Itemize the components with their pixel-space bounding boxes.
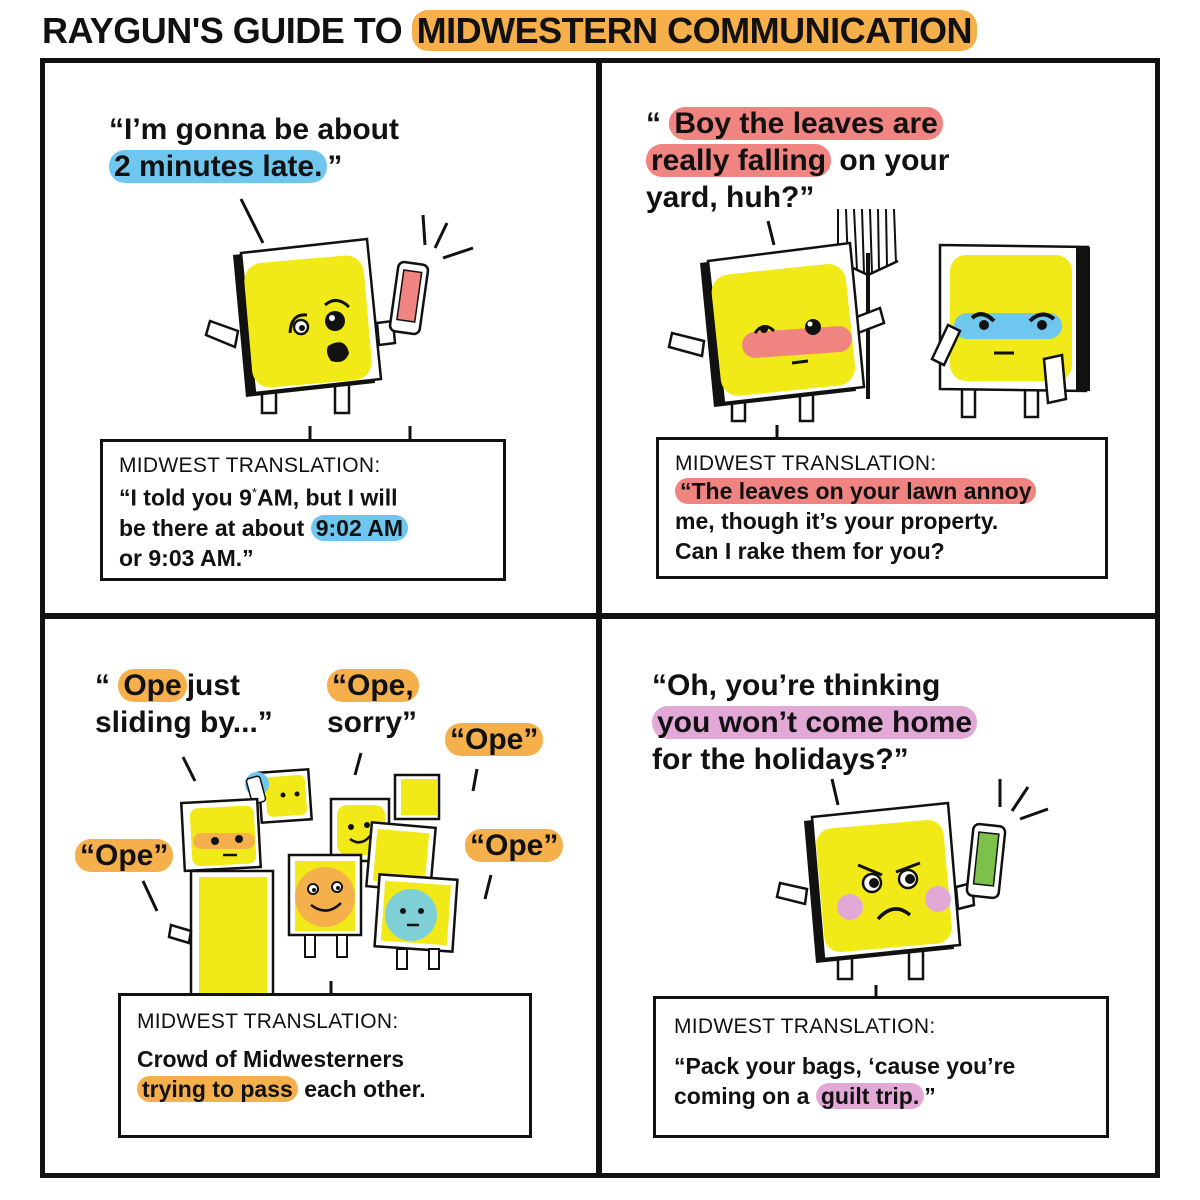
- title-highlight: MIDWESTERN COMMUNICATION: [412, 10, 977, 51]
- late-translation-l1-end: AM, but I will: [256, 484, 398, 511]
- late-speech: [109, 111, 399, 185]
- ope-bubble-b-line2: sorry”: [327, 706, 418, 739]
- holidays-translation-box: [653, 996, 1109, 1138]
- ope-bubble-a-line2: sliding by...”: [95, 706, 273, 739]
- ope-translation-l2-end: each other.: [304, 1076, 426, 1102]
- leaves-speech-l3: yard, huh?”: [646, 181, 815, 214]
- leaves-speech-open: “: [646, 107, 661, 140]
- ope-translation-text: [137, 1044, 529, 1104]
- leaves-speech-l2-end: on your: [839, 144, 950, 177]
- ope-translation-box: [118, 993, 532, 1138]
- panel-holidays: [602, 619, 1152, 1169]
- late-speech-close: ”: [327, 150, 343, 183]
- panel-late: [45, 63, 595, 613]
- ope-bubble-c-highlight: “Ope”: [445, 723, 543, 756]
- ope-bubble-right-top: [445, 721, 543, 758]
- leaves-speech: [646, 105, 949, 216]
- ope-translation-highlight: trying to pass: [137, 1076, 298, 1102]
- leaves-translation-label: MIDWEST TRANSLATION:: [675, 452, 937, 475]
- holidays-translation-highlight: guilt trip.: [816, 1083, 924, 1109]
- late-speech-highlight: 2 minutes late.: [109, 150, 327, 183]
- holidays-translation-close: ”: [924, 1083, 936, 1109]
- panel-ope: [45, 619, 595, 1169]
- ope-bubble-e-highlight: “Ope”: [465, 829, 563, 862]
- holidays-speech-highlight: you won’t come home: [652, 706, 977, 739]
- comic-title: [42, 6, 977, 56]
- ope-translation-l1: Crowd of Midwesterners: [137, 1046, 405, 1072]
- leaves-translation-box: [656, 437, 1108, 579]
- holidays-translation-l1: “Pack your bags, ‘cause you’re: [674, 1053, 1016, 1079]
- late-translation-label: MIDWEST TRANSLATION:: [119, 454, 381, 477]
- holidays-speech-l3: for the holidays?”: [652, 743, 909, 776]
- leaves-speech-highlight1: Boy the leaves are: [669, 107, 942, 140]
- leaves-translation-text: [675, 476, 1105, 566]
- holidays-translation-text: [674, 1051, 1106, 1111]
- leaves-translation-l2: me, though it’s your property.: [675, 508, 999, 534]
- late-translation-asterisk: *: [251, 485, 257, 500]
- late-translation-box: [100, 439, 506, 581]
- ope-bubble-sorry: [327, 667, 419, 741]
- title-prefix: RAYGUN'S GUIDE TO: [42, 10, 403, 51]
- ope-bubble-d-highlight: “Ope”: [75, 839, 173, 872]
- panel-leaves: [602, 63, 1152, 613]
- late-translation-text: [119, 478, 503, 573]
- ope-bubble-left: [75, 837, 173, 874]
- ope-bubble-right: [465, 827, 563, 864]
- ope-bubble-a-highlight: Ope: [118, 669, 186, 702]
- late-translation-highlight: 9:02 AM: [311, 515, 408, 541]
- late-translation-l1: “I told you 9: [119, 484, 252, 511]
- late-speech-line1: “I’m gonna be about: [109, 113, 399, 146]
- late-translation-l2: be there at about: [119, 514, 305, 541]
- late-translation-l3: or 9:03 AM.”: [119, 544, 254, 571]
- leaves-translation-l3: Can I rake them for you?: [675, 538, 945, 564]
- leaves-speech-highlight2: really falling: [646, 144, 831, 177]
- ope-bubble-b-highlight: “Ope,: [327, 669, 419, 702]
- ope-bubble-a-end: just: [186, 669, 241, 702]
- ope-bubble-a-open: “: [95, 669, 110, 702]
- ope-translation-label: MIDWEST TRANSLATION:: [137, 1010, 399, 1033]
- holidays-translation-l2: coming on a: [674, 1083, 810, 1109]
- holidays-speech-l1: “Oh, you’re thinking: [652, 669, 941, 702]
- late-speech-line2: [109, 148, 399, 185]
- holidays-speech: [652, 667, 977, 778]
- leaves-translation-highlight: “The leaves on your lawn annoy: [675, 478, 1036, 504]
- ope-bubble-sliding: [95, 667, 273, 741]
- holidays-translation-label: MIDWEST TRANSLATION:: [674, 1015, 936, 1038]
